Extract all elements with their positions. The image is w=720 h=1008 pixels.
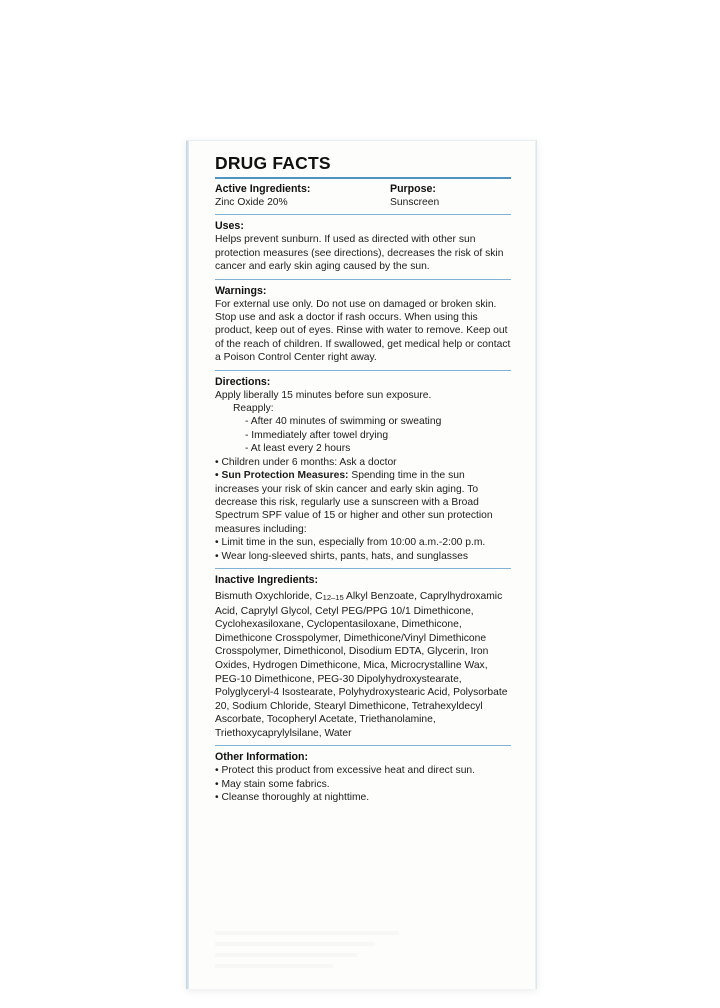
warnings-section bbox=[215, 285, 511, 365]
inactive-ingredients-section bbox=[215, 574, 511, 741]
purpose-heading: Purpose: bbox=[390, 183, 436, 195]
other-information-section bbox=[215, 751, 511, 804]
directions-line1: Apply liberally 15 minutes before sun exposure. bbox=[215, 389, 432, 401]
list-item: - Immediately after towel drying bbox=[245, 429, 389, 441]
reapply-list bbox=[215, 415, 511, 455]
active-ingredients-block bbox=[215, 183, 390, 209]
uses-heading: Uses: bbox=[215, 220, 244, 233]
sun-protection-paragraph bbox=[215, 469, 511, 536]
other-info-item: • Cleanse thoroughly at nighttime. bbox=[215, 792, 370, 804]
sun-protection-label: • Sun Protection Measures: bbox=[215, 470, 349, 482]
children-bullet: • Children under 6 months: Ask a doctor bbox=[215, 456, 397, 468]
other-information-heading: Other Information: bbox=[215, 751, 308, 764]
divider-uses bbox=[215, 214, 511, 215]
divider-directions bbox=[215, 370, 511, 371]
inactive-part1: Bismuth Oxychloride, C bbox=[215, 590, 323, 602]
other-info-item: • May stain some fabrics. bbox=[215, 778, 330, 790]
reapply-heading: Reapply: bbox=[233, 403, 274, 415]
product-carton bbox=[186, 140, 537, 989]
list-item: - At least every 2 hours bbox=[245, 443, 351, 455]
uses-text: Helps prevent sunburn. If used as directed with other sun protection measures (see directions), decreases the risk of skin cancer and early skin aging caused by the sun. bbox=[215, 234, 504, 273]
inactive-part2: Alkyl Benzoate, Caprylhydroxamic Acid, Caprylyl Glycol, Cetyl PEG/PPG 10/1 Dimethicone, Cyclohexasiloxane, Cyclopentasiloxane, Dimethicone, Dimethicone Crosspolymer, Dimethicone/Vinyl Dimethicone Crosspolymer, Dimethiconol, Disodium EDTA, Glycerin, Iron Oxides, Hydrogen Dimethicone, Mica, Microcrystalline Wax, PEG-10 Dimethicone, PEG-30 Dipolyhydroxystearate, Polyglyceryl-4 Isostearate, Polyhydroxystearic Acid, Polysorbate 20, Sodium Chloride, Stearyl Dimethicone, Tetrahexyldecyl Ascorbate, Tocopheryl Acetate, Triethanolamine, Triethoxycaprylylsilane, Water bbox=[215, 590, 508, 739]
active-ingredients-value: Zinc Oxide 20% bbox=[215, 197, 288, 208]
active-ingredients-heading: Active Ingredients: bbox=[215, 183, 311, 195]
uses-section bbox=[215, 220, 511, 273]
page-title: DRUG FACTS bbox=[215, 153, 331, 173]
inactive-subscript: 12–15 bbox=[322, 592, 344, 602]
divider-inactive bbox=[215, 568, 511, 569]
warnings-text: For external use only. Do not use on damaged or broken skin. Stop use and ask a doctor if rash occurs. When using this product, keep out of eyes. Rinse with water to remove. Keep out of the reach of children. If swallowed, get medical help or contact a Poison Control Center right away. bbox=[215, 298, 511, 364]
active-ingredients-row bbox=[215, 183, 511, 209]
inactive-ingredients-text bbox=[215, 590, 511, 741]
list-item: - After 40 minutes of swimming or sweating bbox=[245, 416, 442, 428]
carton-bottom-faint-print bbox=[215, 931, 511, 975]
faint-line bbox=[215, 953, 357, 957]
divider-warnings bbox=[215, 279, 511, 280]
purpose-value: Sunscreen bbox=[390, 197, 440, 208]
limit-time-bullet: • Limit time in the sun, especially from 10:00 a.m.-2:00 p.m. bbox=[215, 537, 486, 549]
divider-other-info bbox=[215, 745, 511, 746]
faint-line bbox=[215, 964, 333, 968]
sun-protection-text: Spending time in the sun increases your risk of skin cancer and early skin aging. To decrease this risk, regularly use a sunscreen with a Broad Spectrum SPF value of 15 or higher and other sun protection measures including: bbox=[215, 470, 493, 535]
purpose-block bbox=[390, 183, 510, 209]
wear-shirts-bullet: • Wear long-sleeved shirts, pants, hats, and sunglasses bbox=[215, 550, 468, 562]
directions-heading: Directions: bbox=[215, 375, 271, 388]
divider-title bbox=[215, 177, 511, 179]
other-info-item: • Protect this product from excessive heat and direct sun. bbox=[215, 765, 476, 777]
faint-line bbox=[215, 931, 399, 935]
drug-facts-panel bbox=[215, 153, 511, 805]
directions-section bbox=[215, 376, 511, 563]
faint-line bbox=[215, 942, 375, 946]
warnings-heading: Warnings: bbox=[215, 284, 267, 297]
inactive-ingredients-heading: Inactive Ingredients: bbox=[215, 573, 319, 586]
